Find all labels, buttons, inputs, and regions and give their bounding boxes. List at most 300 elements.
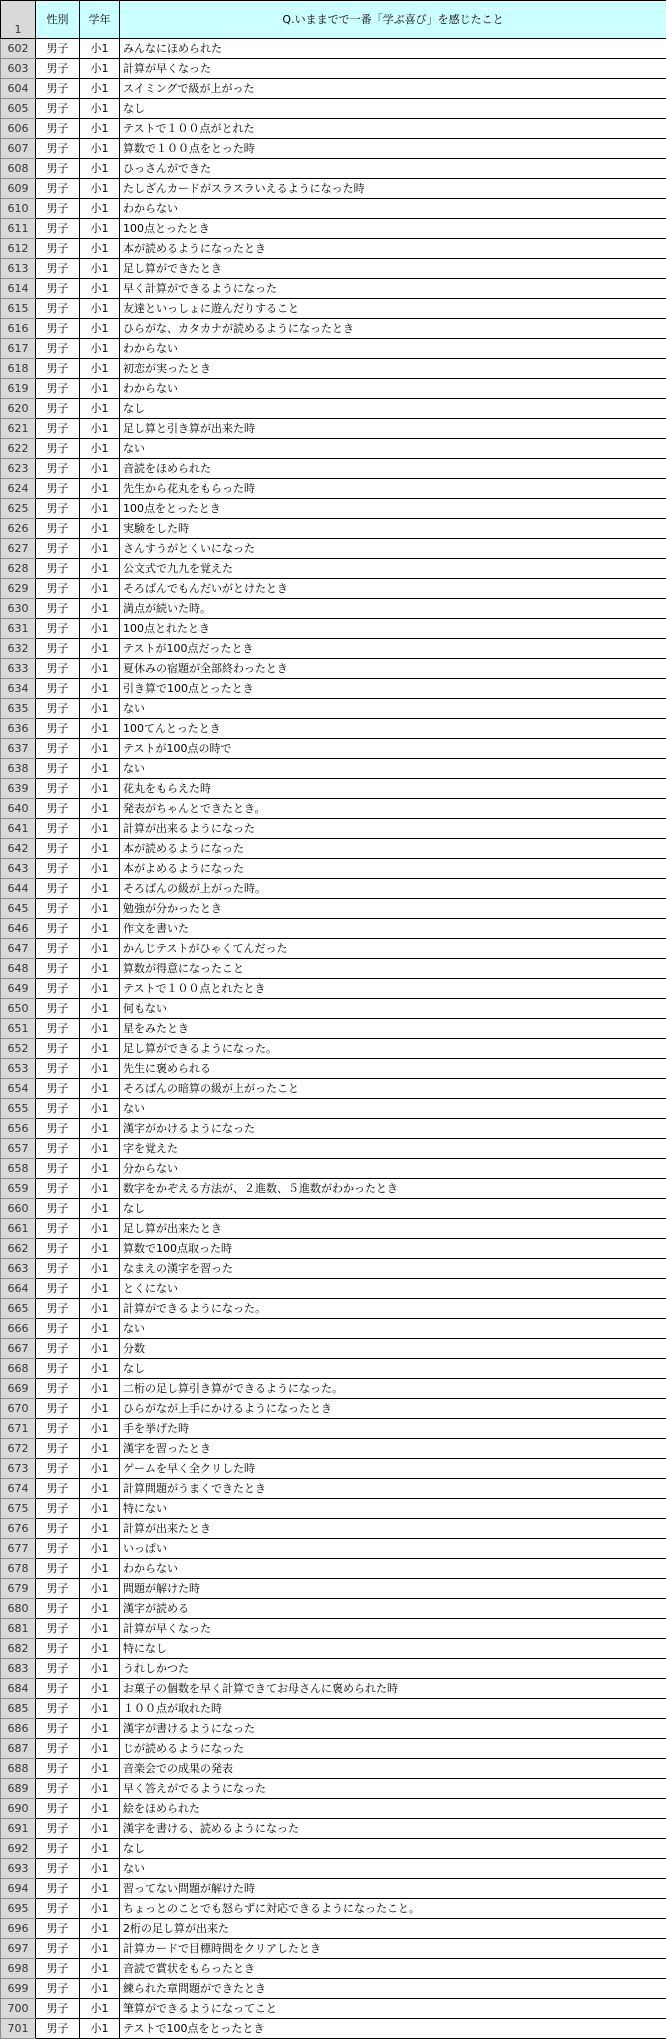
grade-cell[interactable]: 小1 [80, 1759, 120, 1779]
grade-cell[interactable]: 小1 [80, 879, 120, 899]
sex-cell[interactable]: 男子 [36, 679, 80, 699]
sex-cell[interactable]: 男子 [36, 39, 80, 59]
sex-cell[interactable]: 男子 [36, 1979, 80, 1999]
row-number[interactable]: 629 [1, 579, 36, 599]
answer-cell[interactable]: 作文を書いた [120, 919, 666, 939]
row-number[interactable]: 646 [1, 919, 36, 939]
column-header-question[interactable]: Q.いままでで一番「学ぶ喜び」を感じたこと [120, 1, 666, 39]
answer-cell[interactable]: 早く答えがでるようになった [120, 1779, 666, 1799]
row-number[interactable]: 686 [1, 1719, 36, 1739]
answer-cell[interactable]: テストで１００点がとれた [120, 119, 666, 139]
grade-cell[interactable]: 小1 [80, 1319, 120, 1339]
sex-cell[interactable]: 男子 [36, 1239, 80, 1259]
answer-cell[interactable]: １００点が取れた時 [120, 1699, 666, 1719]
sex-cell[interactable]: 男子 [36, 239, 80, 259]
answer-cell[interactable]: ちょっとのことでも怒らずに対応できるようになったこと。 [120, 1899, 666, 1919]
answer-cell[interactable]: 何もない [120, 999, 666, 1019]
row-number[interactable]: 669 [1, 1379, 36, 1399]
row-number[interactable]: 642 [1, 839, 36, 859]
grade-cell[interactable]: 小1 [80, 539, 120, 559]
answer-cell[interactable]: 早く計算ができるようになった [120, 279, 666, 299]
answer-cell[interactable]: わからない [120, 1559, 666, 1579]
sex-cell[interactable]: 男子 [36, 1819, 80, 1839]
sex-cell[interactable]: 男子 [36, 1139, 80, 1159]
sex-cell[interactable]: 男子 [36, 579, 80, 599]
row-number[interactable]: 637 [1, 739, 36, 759]
column-header-sex[interactable]: 性別 [36, 1, 80, 39]
answer-cell[interactable]: 100点をとったとき [120, 499, 666, 519]
answer-cell[interactable]: ひっさんができた [120, 159, 666, 179]
row-number[interactable]: 633 [1, 659, 36, 679]
row-number[interactable]: 617 [1, 339, 36, 359]
grade-cell[interactable]: 小1 [80, 219, 120, 239]
sex-cell[interactable]: 男子 [36, 1099, 80, 1119]
sex-cell[interactable]: 男子 [36, 1259, 80, 1279]
answer-cell[interactable]: 数字をかぞえる方法が、２進数、５進数がわかったとき [120, 1179, 666, 1199]
answer-cell[interactable]: 本が読めるようになったとき [120, 239, 666, 259]
grade-cell[interactable]: 小1 [80, 1879, 120, 1899]
row-number[interactable]: 604 [1, 79, 36, 99]
row-number[interactable]: 611 [1, 219, 36, 239]
sex-cell[interactable]: 男子 [36, 1299, 80, 1319]
sex-cell[interactable]: 男子 [36, 1519, 80, 1539]
grade-cell[interactable]: 小1 [80, 759, 120, 779]
grade-cell[interactable]: 小1 [80, 559, 120, 579]
answer-cell[interactable]: 100点とったとき [120, 219, 666, 239]
row-number[interactable]: 698 [1, 1959, 36, 1979]
sex-cell[interactable]: 男子 [36, 899, 80, 919]
sex-cell[interactable]: 男子 [36, 1539, 80, 1559]
answer-cell[interactable]: 漢字がかけるようになった [120, 1119, 666, 1139]
row-number[interactable]: 603 [1, 59, 36, 79]
row-number[interactable]: 613 [1, 259, 36, 279]
row-number[interactable]: 701 [1, 2019, 36, 2039]
sex-cell[interactable]: 男子 [36, 1799, 80, 1819]
answer-cell[interactable]: 習ってない問題が解けた時 [120, 1879, 666, 1899]
answer-cell[interactable]: スイミングで級が上がった [120, 79, 666, 99]
row-number[interactable]: 620 [1, 399, 36, 419]
sex-cell[interactable]: 男子 [36, 1499, 80, 1519]
sex-cell[interactable]: 男子 [36, 259, 80, 279]
answer-cell[interactable]: そろばんの暗算の級が上がったこと [120, 1079, 666, 1099]
answer-cell[interactable]: 筆算ができるようになってこと [120, 1999, 666, 2019]
answer-cell[interactable]: かんじテストがひゃくてんだった [120, 939, 666, 959]
answer-cell[interactable]: 練られた章問題ができたとき [120, 1979, 666, 1999]
sex-cell[interactable]: 男子 [36, 1059, 80, 1079]
answer-cell[interactable]: さんすうがとくいになった [120, 539, 666, 559]
answer-cell[interactable]: 字を覚えた [120, 1139, 666, 1159]
row-number[interactable]: 658 [1, 1159, 36, 1179]
sex-cell[interactable]: 男子 [36, 1479, 80, 1499]
answer-cell[interactable]: うれしかつた [120, 1659, 666, 1679]
sex-cell[interactable]: 男子 [36, 1579, 80, 1599]
sex-cell[interactable]: 男子 [36, 959, 80, 979]
sex-cell[interactable]: 男子 [36, 1019, 80, 1039]
row-number[interactable]: 687 [1, 1739, 36, 1759]
answer-cell[interactable]: 漢字が読める [120, 1599, 666, 1619]
grade-cell[interactable]: 小1 [80, 859, 120, 879]
row-number[interactable]: 662 [1, 1239, 36, 1259]
answer-cell[interactable]: 音読で賞状をもらったとき [120, 1959, 666, 1979]
sex-cell[interactable]: 男子 [36, 1079, 80, 1099]
grade-cell[interactable]: 小1 [80, 1039, 120, 1059]
sex-cell[interactable]: 男子 [36, 1279, 80, 1299]
sex-cell[interactable]: 男子 [36, 179, 80, 199]
grade-cell[interactable]: 小1 [80, 1079, 120, 1099]
row-number[interactable]: 670 [1, 1399, 36, 1419]
sex-cell[interactable]: 男子 [36, 419, 80, 439]
answer-cell[interactable]: テストが100点だったとき [120, 639, 666, 659]
row-number[interactable]: 625 [1, 499, 36, 519]
answer-cell[interactable]: 漢字を書ける、読めるようになった [120, 1819, 666, 1839]
row-number[interactable]: 696 [1, 1919, 36, 1939]
grade-cell[interactable]: 小1 [80, 839, 120, 859]
answer-cell[interactable]: 二桁の足し算引き算ができるようになった。 [120, 1379, 666, 1399]
row-number[interactable]: 695 [1, 1899, 36, 1919]
row-number[interactable]: 648 [1, 959, 36, 979]
answer-cell[interactable]: 音読をほめられた [120, 459, 666, 479]
sex-cell[interactable]: 男子 [36, 739, 80, 759]
grade-cell[interactable]: 小1 [80, 379, 120, 399]
row-number[interactable]: 671 [1, 1419, 36, 1439]
row-number[interactable]: 678 [1, 1559, 36, 1579]
answer-cell[interactable]: 計算問題がうまくできたとき [120, 1479, 666, 1499]
row-number[interactable]: 638 [1, 759, 36, 779]
row-number[interactable]: 655 [1, 1099, 36, 1119]
sex-cell[interactable]: 男子 [36, 1159, 80, 1179]
sex-cell[interactable]: 男子 [36, 1419, 80, 1439]
sex-cell[interactable]: 男子 [36, 1939, 80, 1959]
row-number[interactable]: 612 [1, 239, 36, 259]
answer-cell[interactable]: とくにない [120, 1279, 666, 1299]
grade-cell[interactable]: 小1 [80, 1059, 120, 1079]
row-number[interactable]: 644 [1, 879, 36, 899]
sex-cell[interactable]: 男子 [36, 1179, 80, 1199]
sex-cell[interactable]: 男子 [36, 1859, 80, 1879]
grade-cell[interactable]: 小1 [80, 1019, 120, 1039]
sex-cell[interactable]: 男子 [36, 1599, 80, 1619]
grade-cell[interactable]: 小1 [80, 459, 120, 479]
answer-cell[interactable]: そろばんの級が上がった時。 [120, 879, 666, 899]
row-number[interactable]: 636 [1, 719, 36, 739]
grade-cell[interactable]: 小1 [80, 1239, 120, 1259]
answer-cell[interactable]: 2桁の足し算が出来た [120, 1919, 666, 1939]
grade-cell[interactable]: 小1 [80, 2019, 120, 2039]
sex-cell[interactable]: 男子 [36, 979, 80, 999]
answer-cell[interactable]: 実験をした時 [120, 519, 666, 539]
row-number[interactable]: 685 [1, 1699, 36, 1719]
grade-cell[interactable]: 小1 [80, 119, 120, 139]
answer-cell[interactable]: なし [120, 1199, 666, 1219]
grade-cell[interactable]: 小1 [80, 199, 120, 219]
answer-cell[interactable]: 先生に褒められる [120, 1059, 666, 1079]
grade-cell[interactable]: 小1 [80, 179, 120, 199]
answer-cell[interactable]: 計算カードで目標時間をクリアしたとき [120, 1939, 666, 1959]
row-number[interactable]: 616 [1, 319, 36, 339]
row-number[interactable]: 668 [1, 1359, 36, 1379]
grade-cell[interactable]: 小1 [80, 1999, 120, 2019]
sex-cell[interactable]: 男子 [36, 319, 80, 339]
grade-cell[interactable]: 小1 [80, 1119, 120, 1139]
sex-cell[interactable]: 男子 [36, 1879, 80, 1899]
sex-cell[interactable]: 男子 [36, 1399, 80, 1419]
answer-cell[interactable]: じが読めるようになった [120, 1739, 666, 1759]
grade-cell[interactable]: 小1 [80, 699, 120, 719]
grade-cell[interactable]: 小1 [80, 1259, 120, 1279]
answer-cell[interactable]: なし [120, 399, 666, 419]
grade-cell[interactable]: 小1 [80, 1939, 120, 1959]
answer-cell[interactable]: ない [120, 759, 666, 779]
grade-cell[interactable]: 小1 [80, 999, 120, 1019]
row-number[interactable]: 697 [1, 1939, 36, 1959]
grade-cell[interactable]: 小1 [80, 139, 120, 159]
row-number[interactable]: 645 [1, 899, 36, 919]
grade-cell[interactable]: 小1 [80, 1539, 120, 1559]
sex-cell[interactable]: 男子 [36, 1219, 80, 1239]
grade-cell[interactable]: 小1 [80, 1159, 120, 1179]
row-number[interactable]: 649 [1, 979, 36, 999]
row-number[interactable]: 682 [1, 1639, 36, 1659]
sex-cell[interactable]: 男子 [36, 1319, 80, 1339]
answer-cell[interactable]: 特になし [120, 1639, 666, 1659]
answer-cell[interactable]: 問題が解けた時 [120, 1579, 666, 1599]
answer-cell[interactable]: ゲームを早く全クリした時 [120, 1459, 666, 1479]
sex-cell[interactable]: 男子 [36, 1359, 80, 1379]
grade-cell[interactable]: 小1 [80, 519, 120, 539]
grade-cell[interactable]: 小1 [80, 919, 120, 939]
grade-cell[interactable]: 小1 [80, 1839, 120, 1859]
row-number[interactable]: 610 [1, 199, 36, 219]
answer-cell[interactable]: 100てんとったとき [120, 719, 666, 739]
answer-cell[interactable]: わからない [120, 199, 666, 219]
answer-cell[interactable]: 漢字を習ったとき [120, 1439, 666, 1459]
answer-cell[interactable]: ない [120, 1099, 666, 1119]
answer-cell[interactable]: 公文式で九九を覚えた [120, 559, 666, 579]
sex-cell[interactable]: 男子 [36, 1559, 80, 1579]
row-number[interactable]: 619 [1, 379, 36, 399]
answer-cell[interactable]: なまえの漢字を習った [120, 1259, 666, 1279]
answer-cell[interactable]: 勉強が分かったとき [120, 899, 666, 919]
answer-cell[interactable]: 手を挙げた時 [120, 1419, 666, 1439]
grade-cell[interactable]: 小1 [80, 1579, 120, 1599]
answer-cell[interactable]: ない [120, 699, 666, 719]
grade-cell[interactable]: 小1 [80, 1659, 120, 1679]
answer-cell[interactable]: 足し算が出来たとき [120, 1219, 666, 1239]
row-number[interactable]: 665 [1, 1299, 36, 1319]
sex-cell[interactable]: 男子 [36, 599, 80, 619]
sex-cell[interactable]: 男子 [36, 659, 80, 679]
grade-cell[interactable]: 小1 [80, 439, 120, 459]
answer-cell[interactable]: 漢字が書けるようになった [120, 1719, 666, 1739]
answer-cell[interactable]: 友達といっしょに遊んだりすること [120, 299, 666, 319]
grade-cell[interactable]: 小1 [80, 639, 120, 659]
grade-cell[interactable]: 小1 [80, 1779, 120, 1799]
sex-cell[interactable]: 男子 [36, 839, 80, 859]
grade-cell[interactable]: 小1 [80, 1139, 120, 1159]
row-number[interactable]: 667 [1, 1339, 36, 1359]
row-number[interactable]: 694 [1, 1879, 36, 1899]
row-number[interactable]: 608 [1, 159, 36, 179]
row-number[interactable]: 688 [1, 1759, 36, 1779]
sex-cell[interactable]: 男子 [36, 1719, 80, 1739]
grade-cell[interactable]: 小1 [80, 1559, 120, 1579]
grade-cell[interactable]: 小1 [80, 599, 120, 619]
grade-cell[interactable]: 小1 [80, 959, 120, 979]
row-number[interactable]: 641 [1, 819, 36, 839]
answer-cell[interactable]: 音楽会での成果の発表 [120, 1759, 666, 1779]
row-number[interactable]: 614 [1, 279, 36, 299]
grade-cell[interactable]: 小1 [80, 319, 120, 339]
answer-cell[interactable]: 足し算ができたとき [120, 259, 666, 279]
row-number[interactable]: 602 [1, 39, 36, 59]
grade-cell[interactable]: 小1 [80, 339, 120, 359]
sex-cell[interactable]: 男子 [36, 1619, 80, 1639]
answer-cell[interactable]: わからない [120, 379, 666, 399]
row-number[interactable]: 639 [1, 779, 36, 799]
row-number[interactable]: 618 [1, 359, 36, 379]
sex-cell[interactable]: 男子 [36, 859, 80, 879]
row-number[interactable]: 689 [1, 1779, 36, 1799]
row-number[interactable]: 672 [1, 1439, 36, 1459]
answer-cell[interactable]: ひらがな、カタカナが読めるようになったとき [120, 319, 666, 339]
sex-cell[interactable]: 男子 [36, 1999, 80, 2019]
grade-cell[interactable]: 小1 [80, 799, 120, 819]
row-number[interactable]: 677 [1, 1539, 36, 1559]
grade-cell[interactable]: 小1 [80, 1899, 120, 1919]
row-number[interactable]: 661 [1, 1219, 36, 1239]
answer-cell[interactable]: 算数が得意になったこと [120, 959, 666, 979]
row-number[interactable]: 690 [1, 1799, 36, 1819]
row-number[interactable]: 683 [1, 1659, 36, 1679]
sex-cell[interactable]: 男子 [36, 359, 80, 379]
grade-cell[interactable]: 小1 [80, 1099, 120, 1119]
grade-cell[interactable]: 小1 [80, 1699, 120, 1719]
sex-cell[interactable]: 男子 [36, 619, 80, 639]
grade-cell[interactable]: 小1 [80, 619, 120, 639]
row-number[interactable]: 679 [1, 1579, 36, 1599]
grade-cell[interactable]: 小1 [80, 1299, 120, 1319]
grade-cell[interactable]: 小1 [80, 159, 120, 179]
grade-cell[interactable]: 小1 [80, 1519, 120, 1539]
answer-cell[interactable]: お菓子の個数を早く計算できてお母さんに褒められた時 [120, 1679, 666, 1699]
sex-cell[interactable]: 男子 [36, 199, 80, 219]
sex-cell[interactable]: 男子 [36, 999, 80, 1019]
answer-cell[interactable]: テストが100点の時で [120, 739, 666, 759]
answer-cell[interactable]: ない [120, 439, 666, 459]
grade-cell[interactable]: 小1 [80, 1419, 120, 1439]
row-number[interactable]: 692 [1, 1839, 36, 1859]
row-number[interactable]: 700 [1, 1999, 36, 2019]
row-number[interactable]: 634 [1, 679, 36, 699]
grade-cell[interactable]: 小1 [80, 259, 120, 279]
answer-cell[interactable]: 算数で１００点をとった時 [120, 139, 666, 159]
row-number[interactable]: 630 [1, 599, 36, 619]
grade-cell[interactable]: 小1 [80, 399, 120, 419]
grade-cell[interactable]: 小1 [80, 1499, 120, 1519]
sex-cell[interactable]: 男子 [36, 1459, 80, 1479]
row-number[interactable]: 681 [1, 1619, 36, 1639]
answer-cell[interactable]: 特にない [120, 1499, 666, 1519]
answer-cell[interactable]: 絵をほめられた [120, 1799, 666, 1819]
grade-cell[interactable]: 小1 [80, 499, 120, 519]
row-number[interactable]: 622 [1, 439, 36, 459]
grade-cell[interactable]: 小1 [80, 279, 120, 299]
grade-cell[interactable]: 小1 [80, 359, 120, 379]
sex-cell[interactable]: 男子 [36, 719, 80, 739]
grade-cell[interactable]: 小1 [80, 1439, 120, 1459]
sex-cell[interactable]: 男子 [36, 1439, 80, 1459]
row-number[interactable]: 631 [1, 619, 36, 639]
grade-cell[interactable]: 小1 [80, 99, 120, 119]
row-number[interactable]: 635 [1, 699, 36, 719]
row-number[interactable]: 691 [1, 1819, 36, 1839]
sex-cell[interactable]: 男子 [36, 479, 80, 499]
answer-cell[interactable]: 満点が続いた時。 [120, 599, 666, 619]
grade-cell[interactable]: 小1 [80, 579, 120, 599]
grade-cell[interactable]: 小1 [80, 299, 120, 319]
sex-cell[interactable]: 男子 [36, 799, 80, 819]
sex-cell[interactable]: 男子 [36, 1959, 80, 1979]
grade-cell[interactable]: 小1 [80, 1279, 120, 1299]
row-number[interactable]: 623 [1, 459, 36, 479]
row-number[interactable]: 654 [1, 1079, 36, 1099]
grade-cell[interactable]: 小1 [80, 659, 120, 679]
row-number[interactable]: 657 [1, 1139, 36, 1159]
row-number[interactable]: 675 [1, 1499, 36, 1519]
sex-cell[interactable]: 男子 [36, 879, 80, 899]
answer-cell[interactable]: 引き算で100点とったとき [120, 679, 666, 699]
grade-cell[interactable]: 小1 [80, 1979, 120, 1999]
sex-cell[interactable]: 男子 [36, 159, 80, 179]
grade-cell[interactable]: 小1 [80, 79, 120, 99]
row-number[interactable]: 621 [1, 419, 36, 439]
answer-cell[interactable]: 計算ができるようになった。 [120, 1299, 666, 1319]
grade-cell[interactable]: 小1 [80, 1619, 120, 1639]
sex-cell[interactable]: 男子 [36, 1339, 80, 1359]
row-number[interactable]: 673 [1, 1459, 36, 1479]
grade-cell[interactable]: 小1 [80, 1219, 120, 1239]
column-header-grade[interactable]: 学年 [80, 1, 120, 39]
answer-cell[interactable]: なし [120, 1359, 666, 1379]
row-number[interactable]: 699 [1, 1979, 36, 1999]
sex-cell[interactable]: 男子 [36, 1919, 80, 1939]
grade-cell[interactable]: 小1 [80, 1359, 120, 1379]
sex-cell[interactable]: 男子 [36, 699, 80, 719]
grade-cell[interactable]: 小1 [80, 979, 120, 999]
answer-cell[interactable]: たしざんカードがスラスラいえるようになった時 [120, 179, 666, 199]
answer-cell[interactable]: テストで１００点とれたとき [120, 979, 666, 999]
row-number[interactable]: 609 [1, 179, 36, 199]
answer-cell[interactable]: 分数 [120, 1339, 666, 1359]
sex-cell[interactable]: 男子 [36, 1379, 80, 1399]
grade-cell[interactable]: 小1 [80, 899, 120, 919]
sex-cell[interactable]: 男子 [36, 819, 80, 839]
grade-cell[interactable]: 小1 [80, 719, 120, 739]
row-number[interactable]: 627 [1, 539, 36, 559]
grade-cell[interactable]: 小1 [80, 1739, 120, 1759]
answer-cell[interactable]: 星をみたとき [120, 1019, 666, 1039]
row-number[interactable]: 660 [1, 1199, 36, 1219]
sex-cell[interactable]: 男子 [36, 279, 80, 299]
answer-cell[interactable]: いっぱい [120, 1539, 666, 1559]
sex-cell[interactable]: 男子 [36, 339, 80, 359]
answer-cell[interactable]: 発表がちゃんとできたとき。 [120, 799, 666, 819]
sex-cell[interactable]: 男子 [36, 779, 80, 799]
grade-cell[interactable]: 小1 [80, 1719, 120, 1739]
answer-cell[interactable]: 分からない [120, 1159, 666, 1179]
row-number[interactable]: 632 [1, 639, 36, 659]
sex-cell[interactable]: 男子 [36, 439, 80, 459]
